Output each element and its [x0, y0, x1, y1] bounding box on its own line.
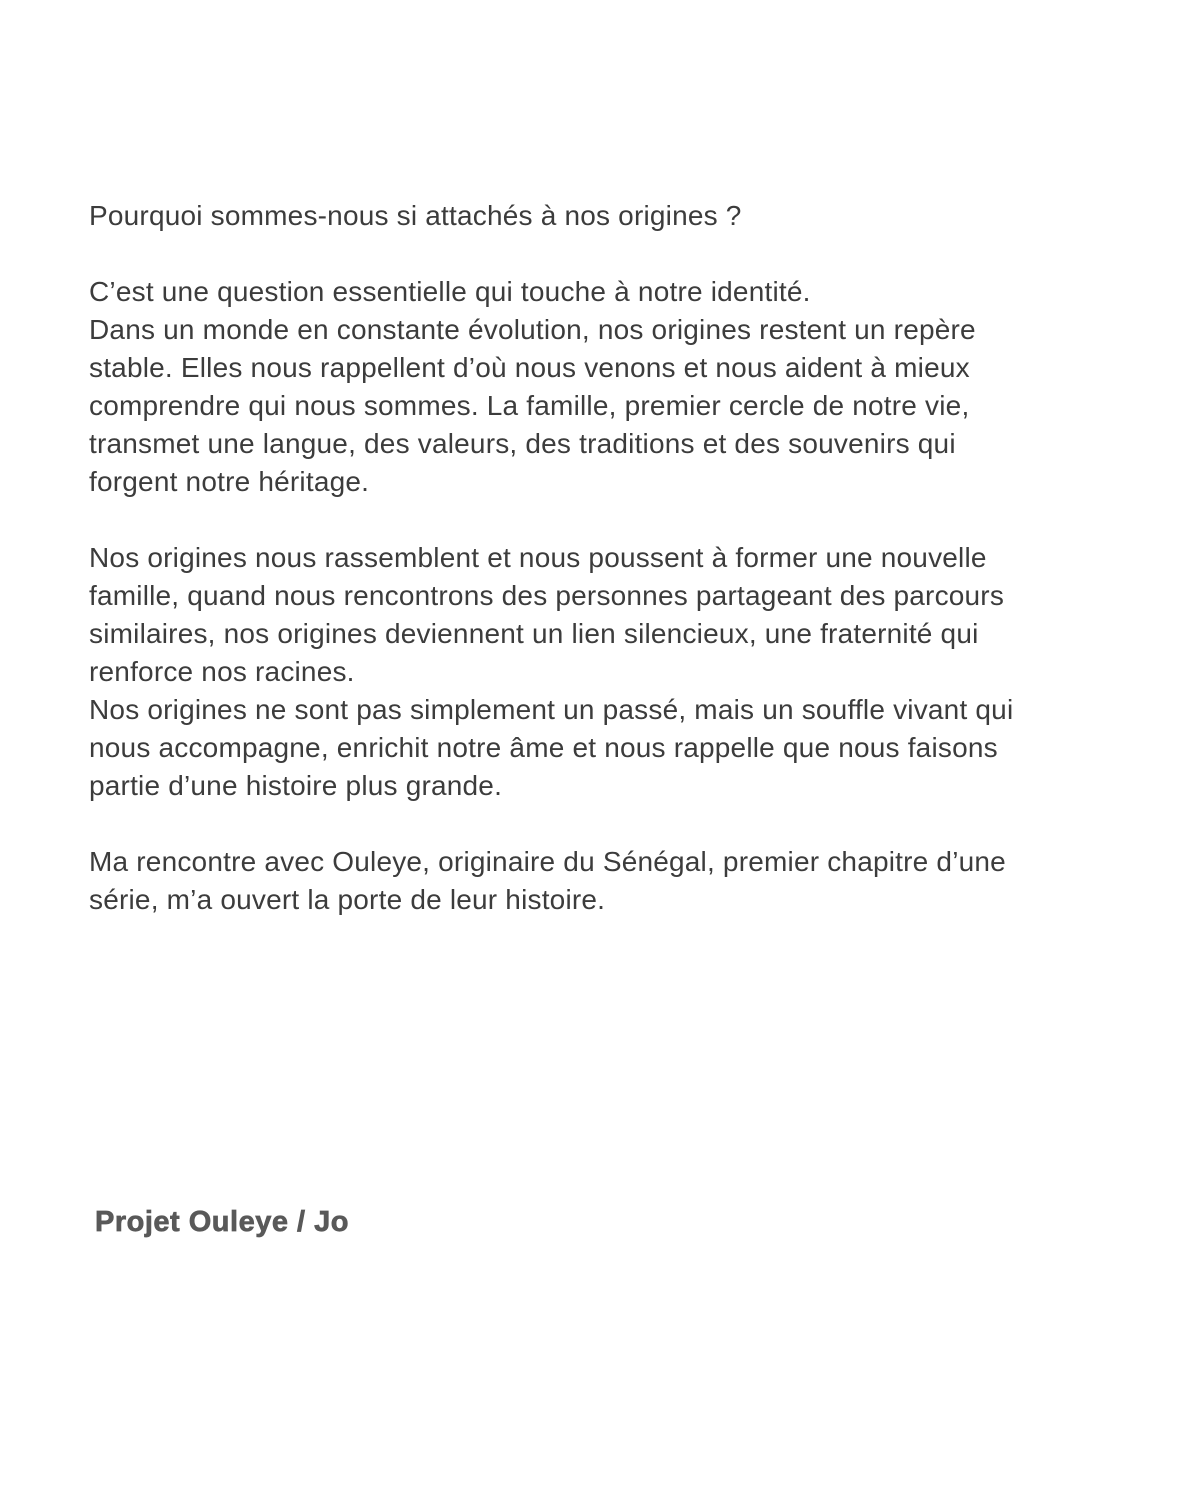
paragraph-rencontre	[89, 843, 1129, 919]
document-body	[89, 197, 1129, 919]
text-line: comprendre qui nous sommes. La famille, premier cercle de notre vie,	[89, 390, 970, 421]
text-line: stable. Elles nous rappellent d’où nous venons et nous aident à mieux	[89, 352, 970, 383]
text-line: transmet une langue, des valeurs, des traditions et des souvenirs qui	[89, 428, 956, 459]
text-line: renforce nos racines.	[89, 656, 355, 687]
text-line: nous accompagne, enrichit notre âme et nous rappelle que nous faisons	[89, 732, 998, 763]
text-line: partie d’une histoire plus grande.	[89, 770, 503, 801]
text-line: Pourquoi sommes-nous si attachés à nos origines ?	[89, 200, 742, 231]
text-line: Nos origines nous rassemblent et nous poussent à former une nouvelle	[89, 542, 987, 573]
text-line: similaires, nos origines deviennent un lien silencieux, une fraternité qui	[89, 618, 979, 649]
paragraph-question	[89, 197, 1129, 235]
paragraph-rassemblement	[89, 539, 1129, 805]
text-line: famille, quand nous rencontrons des personnes partageant des parcours	[89, 580, 1005, 611]
project-credit-footer: Projet Ouleye / Jo	[95, 1206, 349, 1238]
text-line: C’est une question essentielle qui touche à notre identité.	[89, 276, 811, 307]
text-line: Nos origines ne sont pas simplement un passé, mais un souffle vivant qui	[89, 694, 1014, 725]
text-line: Dans un monde en constante évolution, nos origines restent un repère	[89, 314, 976, 345]
text-line: Ma rencontre avec Ouleye, originaire du Sénégal, premier chapitre d’une	[89, 846, 1006, 877]
paragraph-identity	[89, 273, 1129, 501]
text-line: forgent notre héritage.	[89, 466, 370, 497]
text-line: série, m’a ouvert la porte de leur histoire.	[89, 884, 606, 915]
